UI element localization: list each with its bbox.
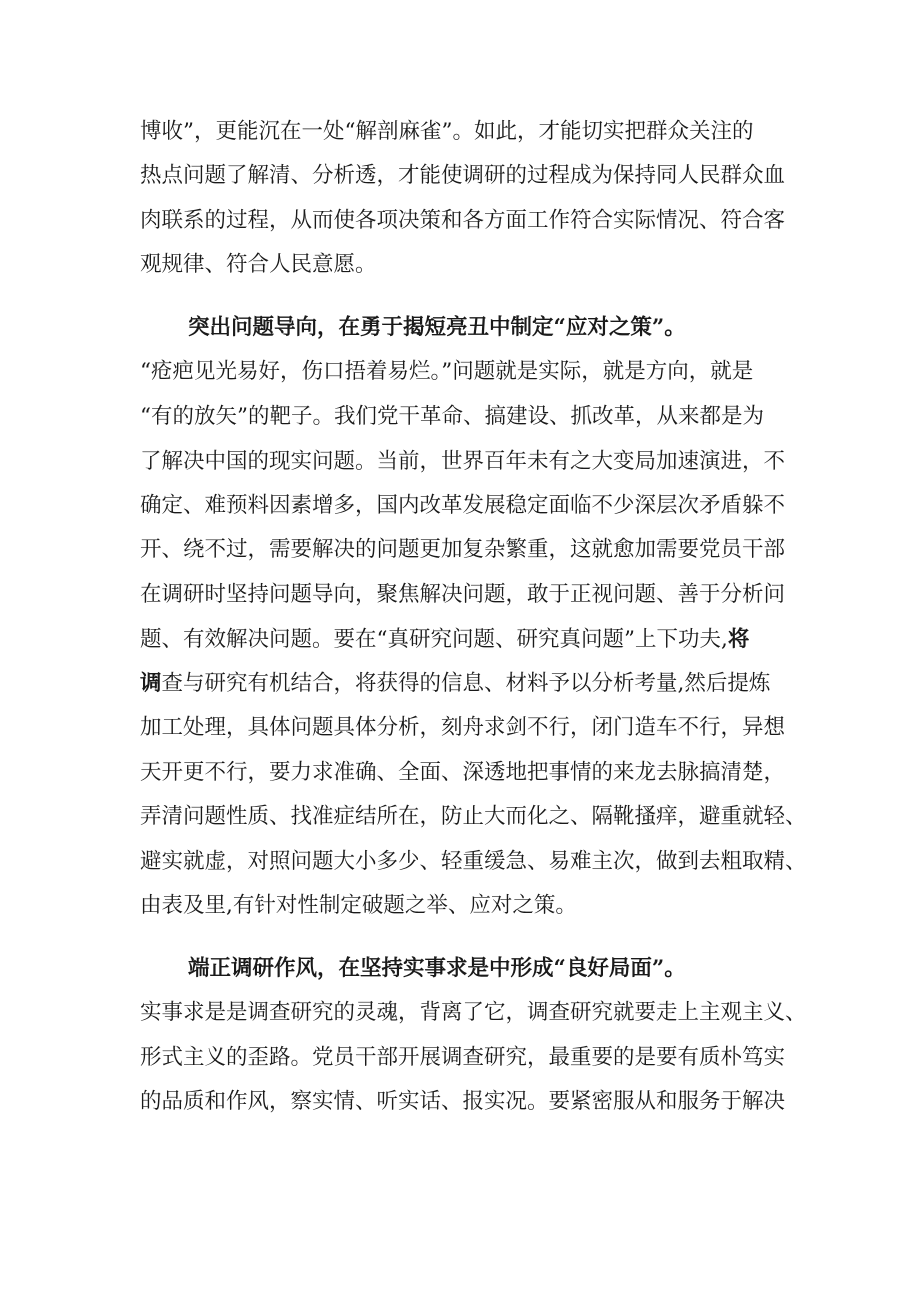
paragraph-3-line-2: 形式主义的歪路。党员干部开展调查研究，最重要的是要有质朴笃实 (140, 1045, 786, 1070)
paragraph-2-line-5: 开、绕不过，需要解决的问题更加复杂繁重，这就愈加需要党员干部 (140, 537, 786, 562)
section-heading-1: 突出问题导向，在勇于揭短亮丑中制定“应对之策”。 (188, 315, 686, 340)
paragraph-1-line-3: 肉联系的过程，从而使各项决策和各方面工作符合实际情况、符合客 (140, 208, 786, 233)
paragraph-2-line-10: 天开更不行，要力求准确、全面、深透地把事情的来龙去脉搞清楚， (140, 760, 786, 785)
paragraph-2-line-4: 确定、难预料因素增多，国内改革发展稳定面临不少深层次矛盾躲不 (140, 493, 786, 518)
paragraph-2-line-11: 弄清问题性质、找准症结所在，防止大而化之、隔靴搔痒，避重就轻、 (140, 804, 807, 829)
paragraph-2-line-3: 了解决中国的现实问题。当前，世界百年未有之大变局加速演进，不 (140, 449, 786, 474)
paragraph-2-line-8-rest: 查与研究有机结合，将获得的信息、材料予以分析考量,然后提炼 (161, 671, 771, 696)
paragraph-2-line-9: 加工处理，具体问题具体分析，刻舟求剑不行，闭门造车不行，异想 (140, 715, 786, 740)
paragraph-2-line-13: 由表及里,有针对性制定破题之举、应对之策。 (140, 893, 577, 918)
paragraph-3-line-1: 实事求是是调查研究的灵魂，背离了它，调查研究就要走上主观主义、 (140, 1000, 807, 1025)
paragraph-1-line-4: 观规律、符合人民意愿。 (140, 252, 377, 277)
bold-char-diao: 调 (140, 671, 162, 696)
section-heading-2: 端正调研作风，在坚持实事求是中形成“良好局面”。 (188, 956, 686, 981)
paragraph-2-line-8 (140, 669, 800, 699)
paragraph-1-line-1: 博收”，更能沉在一处“解剖麻雀”。如此，才能切实把群众关注的 (140, 119, 754, 144)
paragraph-3-line-3: 的品质和作风，察实情、听实话、报实况。要紧密服从和服务于解决 (140, 1089, 786, 1114)
paragraph-2-line-7: 题、有效解决问题。要在“真研究问题、研究真问题”上下功夫, (140, 627, 728, 652)
paragraph-2-line-1: “疮疤见光易好，伤口捂着易烂。”问题就是实际，就是方向，就是 (140, 359, 754, 384)
bold-char-jiang: 将 (727, 627, 750, 652)
paragraph-1-line-2: 热点问题了解清、分析透，才能使调研的过程成为保持同人民群众血 (140, 163, 786, 188)
paragraph-2-line-6: 在调研时坚持问题导向，聚焦解决问题，敢于正视问题、善于分析问 (140, 582, 786, 607)
paragraph-2-line-2: “有的放矢”的靶子。我们党干革命、搞建设、抓改革，从来都是为 (140, 404, 764, 429)
paragraph-2-line-12: 避实就虚，对照问题大小多少、轻重缓急、易难主次，做到去粗取精、 (140, 849, 807, 874)
